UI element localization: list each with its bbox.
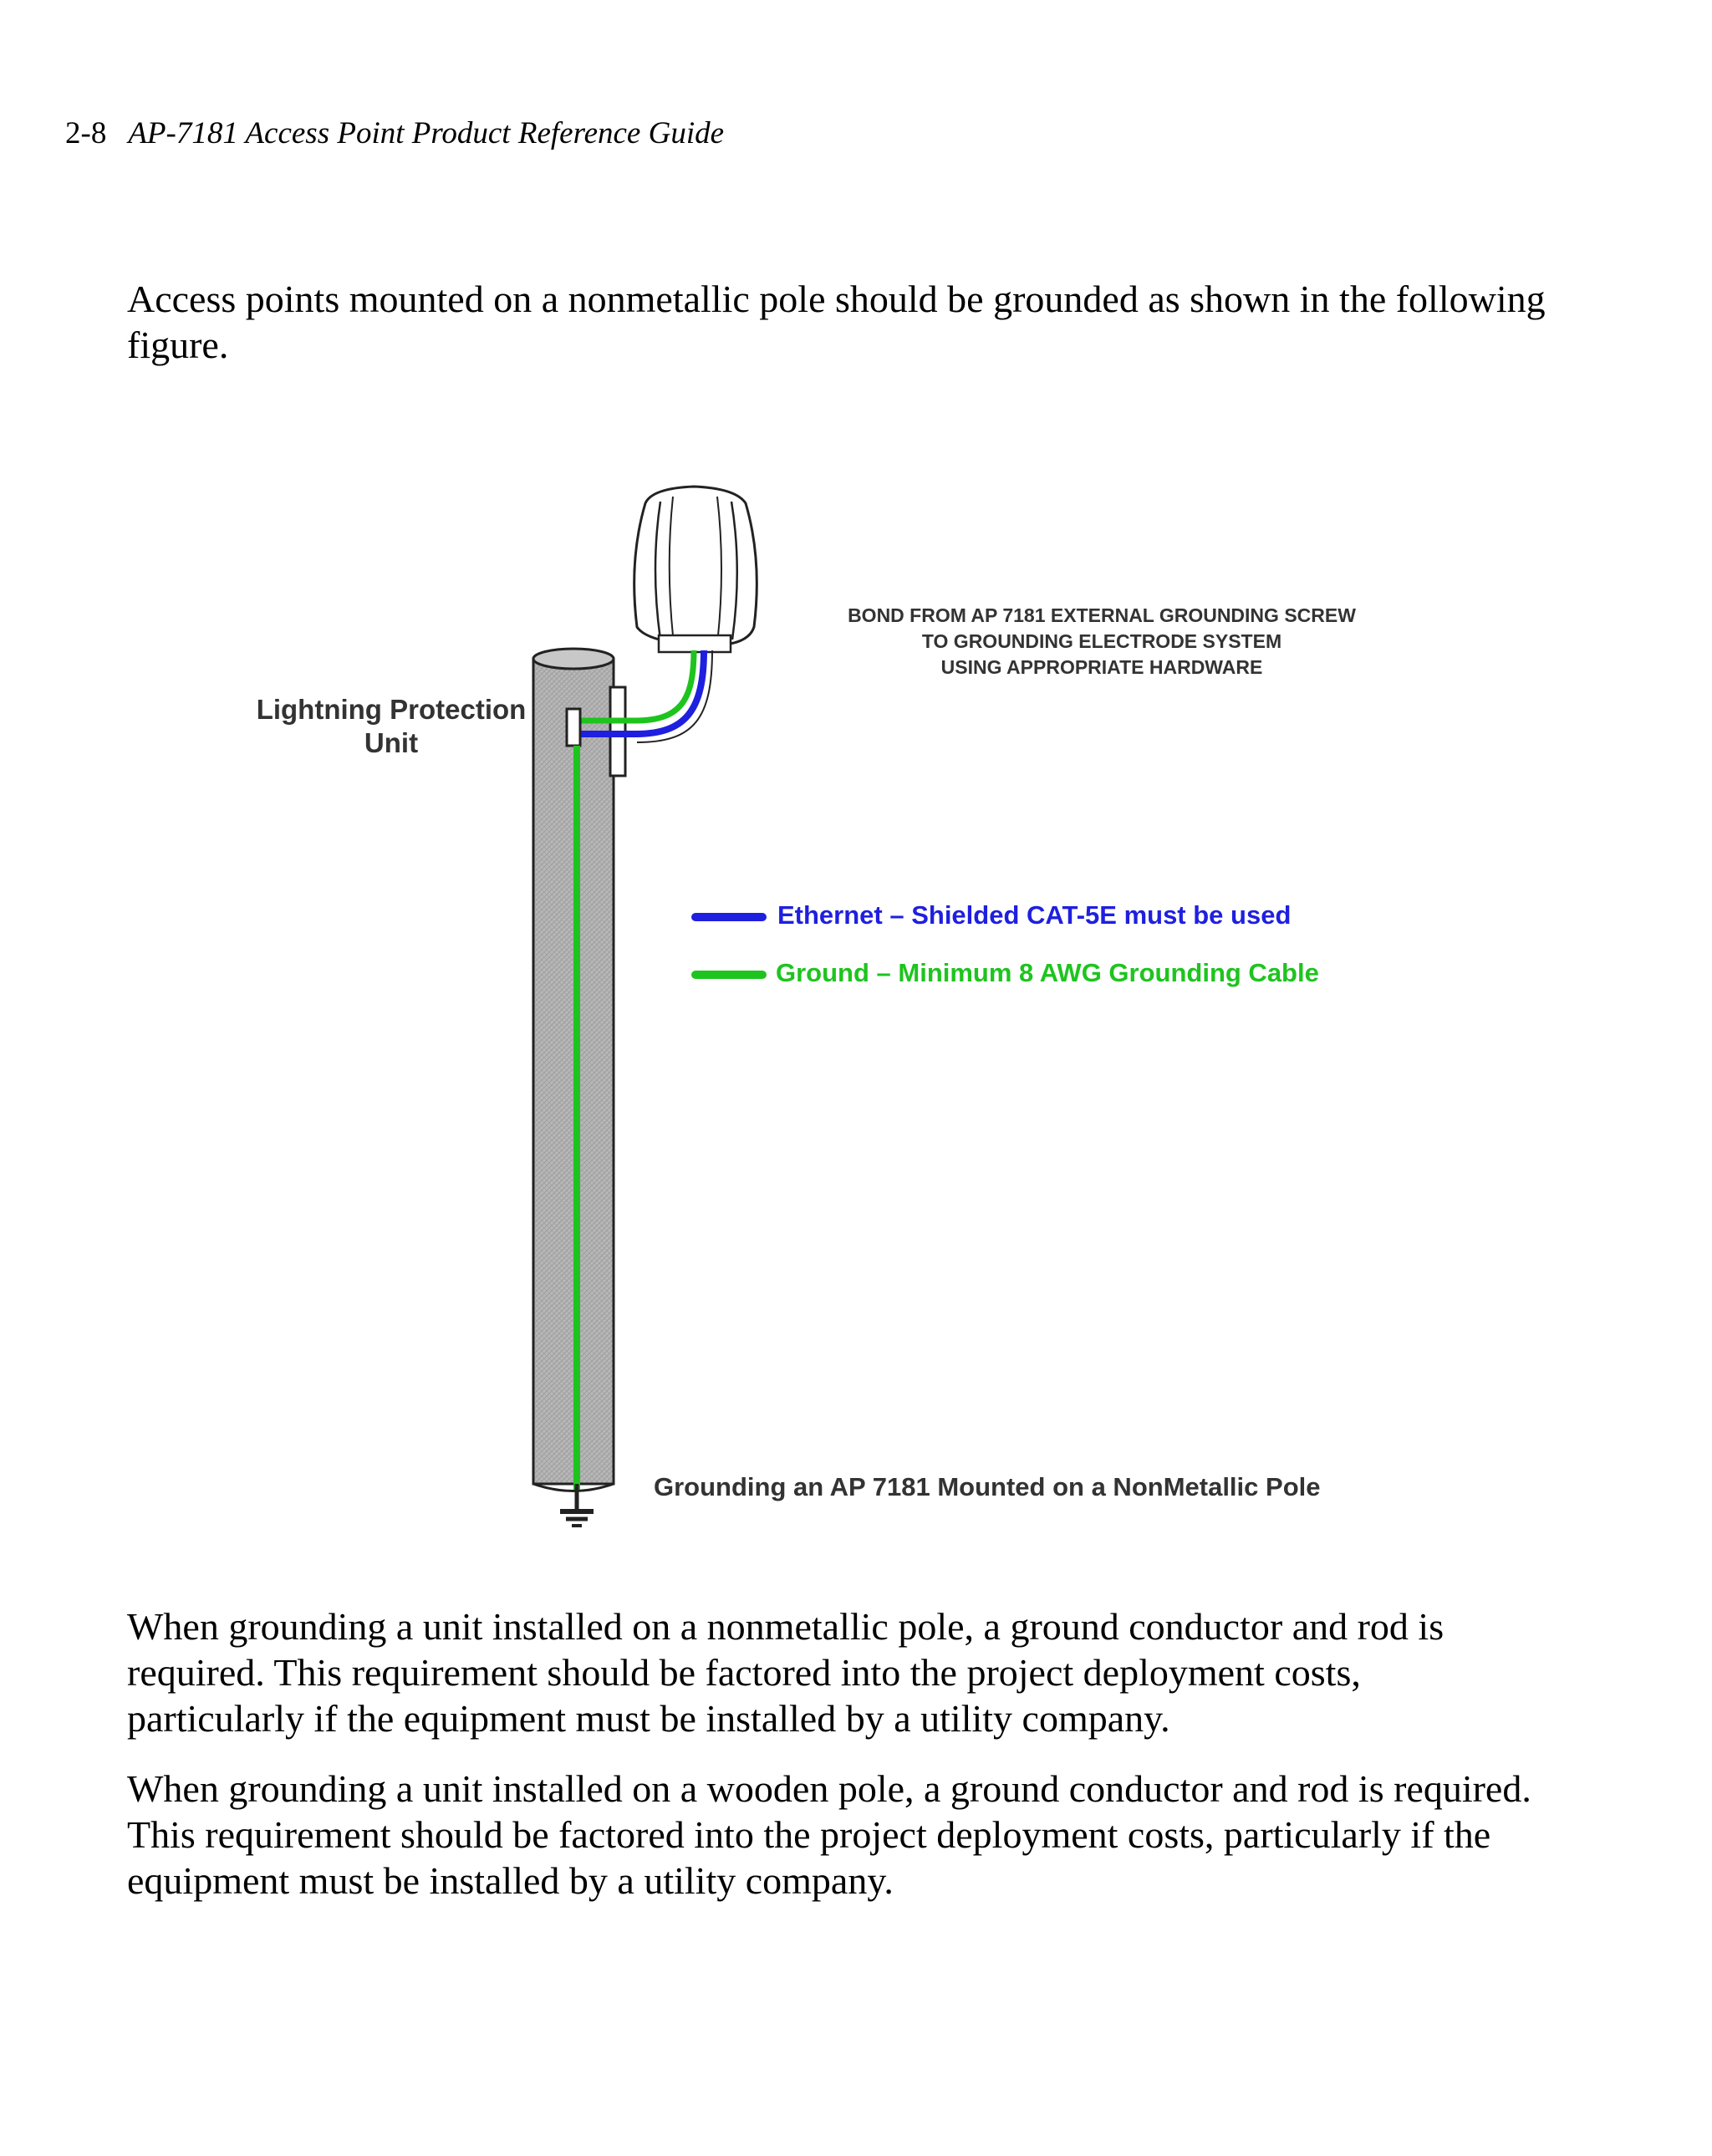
- guide-title: AP-7181 Access Point Product Reference Guide: [128, 116, 725, 150]
- figure-caption: Grounding an AP 7181 Mounted on a NonMetallic Pole: [654, 1472, 1321, 1501]
- page-number: 2-8: [65, 116, 107, 150]
- intro-line: Access points mounted on a nonmetallic pole should be grounded as shown in the following: [127, 278, 1546, 320]
- legend: [696, 900, 1319, 987]
- lpu-label-line: Unit: [364, 727, 419, 758]
- paragraph-line: When grounding a unit installed on a nonmetallic pole, a ground conductor and rod is: [127, 1605, 1444, 1648]
- paragraph-line: particularly if the equipment must be installed by a utility company.: [127, 1697, 1170, 1740]
- intro-paragraph: [127, 276, 1548, 368]
- access-point-device: [634, 487, 757, 652]
- intro-line: figure.: [127, 324, 229, 366]
- paragraph-nonmetallic: [127, 1603, 1548, 1741]
- grounding-figure: [0, 468, 1712, 1555]
- paragraph-line: This requirement should be factored into the project deployment costs, particularly if the: [127, 1813, 1491, 1856]
- lpu-label-line: Lightning Protection: [256, 694, 527, 725]
- page-header: [65, 115, 724, 151]
- paragraph-line: required. This requirement should be factored into the project deployment costs,: [127, 1651, 1361, 1694]
- bond-note-line: BOND FROM AP 7181 EXTERNAL GROUNDING SCREW: [848, 604, 1356, 626]
- bond-note-line: USING APPROPRIATE HARDWARE: [940, 656, 1263, 678]
- lightning-protection-unit: [567, 709, 580, 746]
- paragraph-line: equipment must be installed by a utility company.: [127, 1859, 894, 1902]
- paragraph-line: When grounding a unit installed on a wooden pole, a ground conductor and rod is required.: [127, 1767, 1531, 1810]
- legend-ethernet-label: Ethernet – Shielded CAT-5E must be used: [777, 900, 1292, 930]
- paragraph-wooden: [127, 1766, 1548, 1904]
- legend-ground-label: Ground – Minimum 8 AWG Grounding Cable: [776, 958, 1319, 987]
- bond-note-line: TO GROUNDING ELECTRODE SYSTEM: [921, 630, 1282, 652]
